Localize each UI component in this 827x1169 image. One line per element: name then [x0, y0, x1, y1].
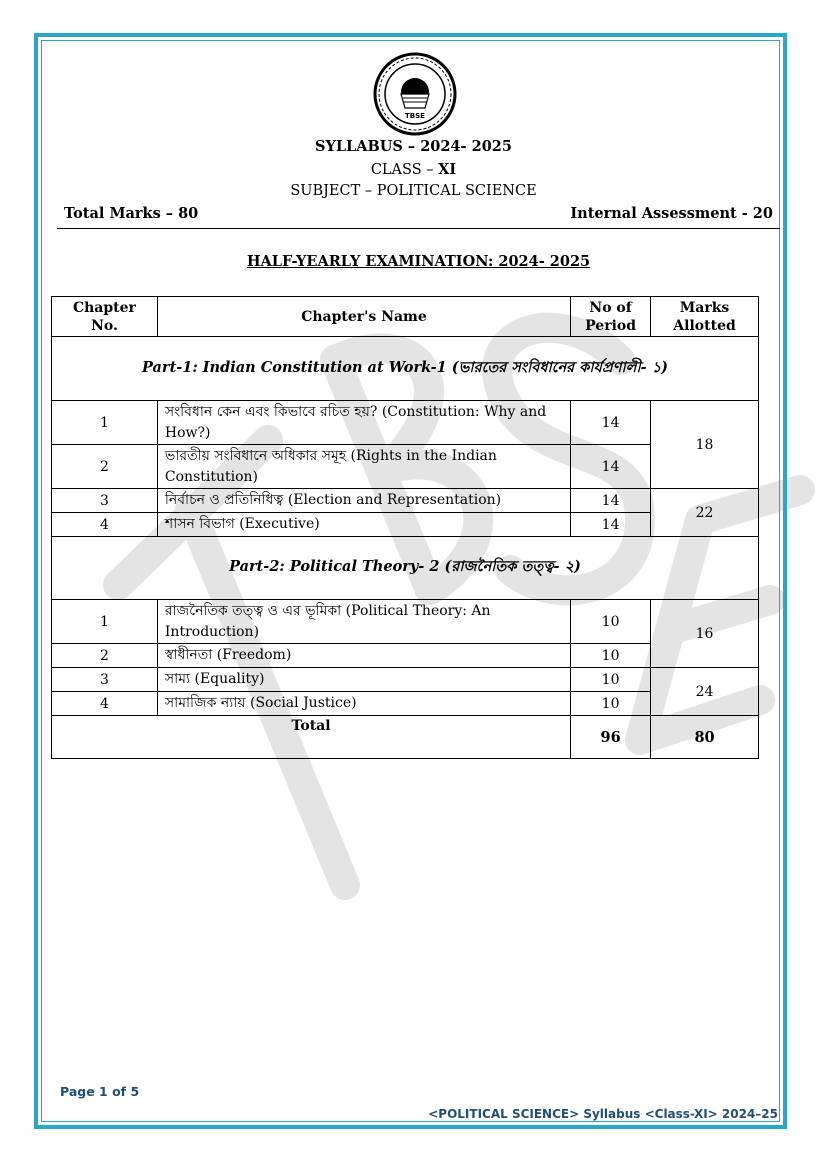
- footer-title: <POLITICAL SCIENCE> Syllabus <Class-XI> 2024–25: [428, 1107, 778, 1121]
- chapter-no: 4: [52, 513, 158, 537]
- chapter-no: 2: [52, 445, 158, 489]
- chapter-name: স্বাধীনতা (Freedom): [157, 644, 570, 668]
- syllabus-table: [51, 296, 759, 759]
- chapter-period: 10: [571, 644, 651, 668]
- total-marks-value: 80: [651, 716, 759, 759]
- chapter-no: 1: [52, 401, 158, 445]
- chapter-no: 2: [52, 644, 158, 668]
- chapter-period: 10: [571, 668, 651, 692]
- table-row: [52, 668, 759, 692]
- chapter-name: ভারতীয় সংবিধানে অধিকার সমূহ (Rights in the Indian Constitution): [157, 445, 570, 489]
- part-1-title: Part-1: Indian Constitution at Work-1 (ভারতের সংবিধানের কার্যপ্রণালী- ১): [52, 337, 759, 401]
- part-1-row: [52, 337, 759, 401]
- part-2-title: Part-2: Political Theory- 2 (রাজনৈতিক তত্ত্ব- ২): [52, 537, 759, 600]
- chapter-name: সাম্য (Equality): [157, 668, 570, 692]
- marks-allotted: 16: [651, 600, 759, 668]
- header-marks: Marks Allotted: [651, 297, 759, 337]
- table-row: [52, 489, 759, 513]
- chapter-name: রাজনৈতিক তত্ত্ব ও এর ভূমিকা (Political Theory: An Introduction): [157, 600, 570, 644]
- syllabus-heading: SYLLABUS – 2024- 2025: [315, 138, 512, 155]
- table-header-row: [52, 297, 759, 337]
- svg-text:TBSE: TBSE: [405, 112, 425, 120]
- chapter-no: 3: [52, 668, 158, 692]
- class-heading: CLASS – XI: [370, 161, 457, 178]
- chapter-name: সংবিধান কেন এবং কিভাবে রচিত হয়? (Constitution: Why and How?): [157, 401, 570, 445]
- header-period: No of Period: [571, 297, 651, 337]
- marks-allotted: 22: [651, 489, 759, 537]
- total-row: [52, 716, 759, 759]
- subject-heading: SUBJECT – POLITICAL SCIENCE: [290, 183, 537, 199]
- header-chapter-name: Chapter's Name: [157, 297, 570, 337]
- chapter-name: সামাজিক ন্যায় (Social Justice): [157, 692, 570, 716]
- total-marks: Total Marks – 80: [64, 205, 199, 222]
- chapter-no: 1: [52, 600, 158, 644]
- chapter-no: 3: [52, 489, 158, 513]
- chapter-period: 10: [571, 600, 651, 644]
- chapter-period: 14: [571, 445, 651, 489]
- total-period: 96: [571, 716, 651, 759]
- total-label: Total: [52, 716, 571, 759]
- page-number: Page 1 of 5: [60, 1084, 140, 1099]
- table-row: [52, 401, 759, 445]
- chapter-name: নির্বাচন ও প্রতিনিধিত্ব (Election and Representation): [157, 489, 570, 513]
- marks-allotted: 24: [651, 668, 759, 716]
- chapter-name: শাসন বিভাগ (Executive): [157, 513, 570, 537]
- marks-allotted: 18: [651, 401, 759, 489]
- chapter-period: 14: [571, 401, 651, 445]
- chapter-period: 14: [571, 489, 651, 513]
- exam-title: HALF-YEARLY EXAMINATION: 2024- 2025: [246, 253, 591, 270]
- chapter-no: 4: [52, 692, 158, 716]
- header-divider: [57, 228, 780, 229]
- chapter-period: 10: [571, 692, 651, 716]
- table-row: [52, 600, 759, 644]
- board-logo: [373, 52, 457, 136]
- header-chapter-no: Chapter No.: [52, 297, 158, 337]
- chapter-period: 14: [571, 513, 651, 537]
- part-2-row: [52, 537, 759, 600]
- internal-assessment: Internal Assessment - 20: [570, 205, 773, 222]
